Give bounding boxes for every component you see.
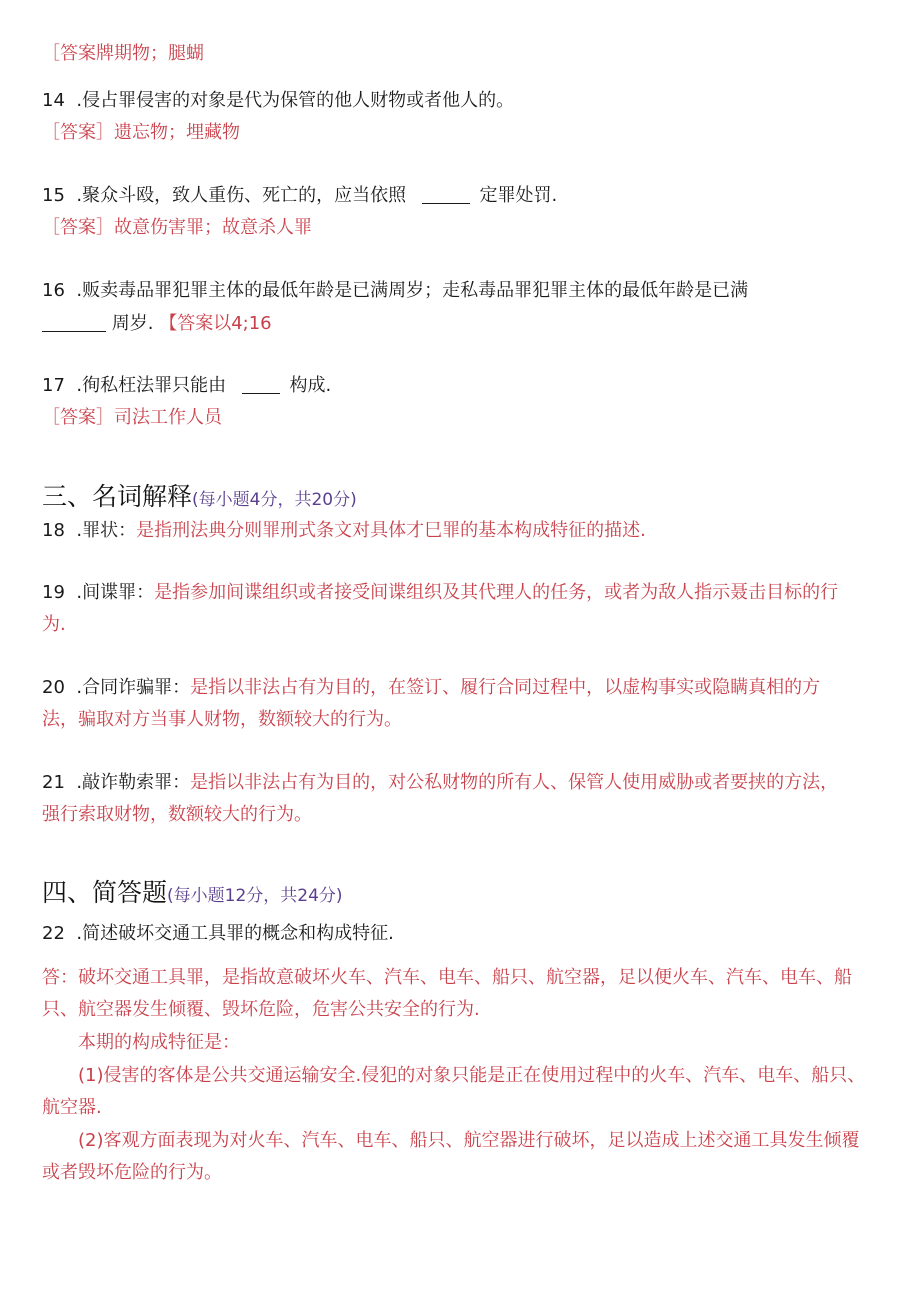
definition-21-cont: 强行索取财物，数额较大的行为。 [42, 804, 312, 825]
answer-14: ［答案］遗忘物；埋藏物 [42, 122, 240, 143]
answer-15: ［答案］故意伤害罪；故意杀人罪 [42, 217, 312, 238]
fill-blank [422, 185, 470, 204]
question-14: 14 .侵占罪侵害的对象是代为保管的他人财物或者他人的。 [42, 90, 515, 111]
definition-20 [42, 676, 820, 700]
question-17-suffix: 构成. [289, 375, 332, 396]
section-3-score: (每小题4分，共20分) [192, 490, 357, 510]
section-3-title: 三、名词解释 [42, 482, 193, 511]
answer-22-line-2: 只、航空器发生倾覆、毁坏危险，危害公共安全的行为. [42, 999, 480, 1020]
section-4-score: (每小题12分，共24分) [167, 886, 343, 906]
question-16-cont [42, 312, 272, 336]
question-17-text: 17 .徇私枉法罪只能由 [42, 375, 227, 396]
question-16-suffix: 周岁. [111, 313, 154, 334]
def-21: 是指以非法占有为目的，对公私财物的所有人、保管人使用威胁或者要挟的方法， [190, 772, 839, 793]
question-15 [42, 184, 557, 208]
definition-19 [42, 581, 838, 605]
question-17 [42, 374, 331, 398]
answer-22-line-3: 本期的构成特征是： [78, 1032, 240, 1053]
answer-13: ［答案牌期物；腿蝴 [42, 43, 204, 64]
term-20: 20 .合同诈骗罪： [42, 677, 191, 698]
def-19: 是指参加间谍组织或者接受间谍组织及其代理人的任务，或者为敌人指示聂击目标的行 [154, 582, 839, 603]
definition-21 [42, 771, 838, 795]
fill-blank [242, 375, 280, 394]
answer-22-line-5: 航空器. [42, 1097, 102, 1118]
question-22: 22 .简述破坏交通工具罪的概念和构成特征. [42, 923, 394, 944]
definition-20-cont: 法，骗取对方当事人财物，数额较大的行为。 [42, 709, 402, 730]
question-15-suffix: 定罪处罚. [479, 185, 558, 206]
question-15-text: 15 .聚众斗殴，致人重伤、死亡的，应当依照 [42, 185, 407, 206]
answer-22-line-6: (2)客观方面表现为对火车、汽车、电车、船只、航空器进行破坏，足以造成上述交通工具发生倾覆 [78, 1130, 860, 1151]
fill-blank [42, 313, 106, 332]
answer-17: ［答案］司法工作人员 [42, 407, 222, 428]
term-19: 19 .间谍罪： [42, 582, 155, 603]
term-18: 18 .罪状： [42, 520, 137, 541]
definition-19-cont: 为. [42, 614, 66, 635]
def-20: 是指以非法占有为目的，在签订、履行合同过程中，以虚构事实或隐瞒真相的方 [190, 677, 821, 698]
answer-22-line-4: (1)侵害的客体是公共交通运输安全.侵犯的对象只能是正在使用过程中的火车、汽车、电车、船只、 [78, 1065, 866, 1086]
question-16: 16 .贩卖毒品罪犯罪主体的最低年龄是已满周岁；走私毒品罪犯罪主体的最低年龄是已满 [42, 280, 749, 301]
answer-22-line-1: 答：破坏交通工具罪，是指故意破坏火车、汽车、电车、船只、航空器，足以便火车、汽车、电车、船 [42, 967, 852, 988]
section-3-heading [42, 482, 357, 515]
answer-22-line-7: 或者毁坏危险的行为。 [42, 1162, 222, 1183]
definition-18 [42, 519, 646, 543]
answer-16: 【答案以4;16 [159, 313, 272, 334]
section-4-heading [42, 878, 343, 911]
section-4-title: 四、简答题 [42, 878, 168, 907]
term-21: 21 .敲诈勒索罪： [42, 772, 191, 793]
def-18: 是指刑法典分则罪刑式条文对具体才巳罪的基本构成特征的描述. [136, 520, 646, 541]
